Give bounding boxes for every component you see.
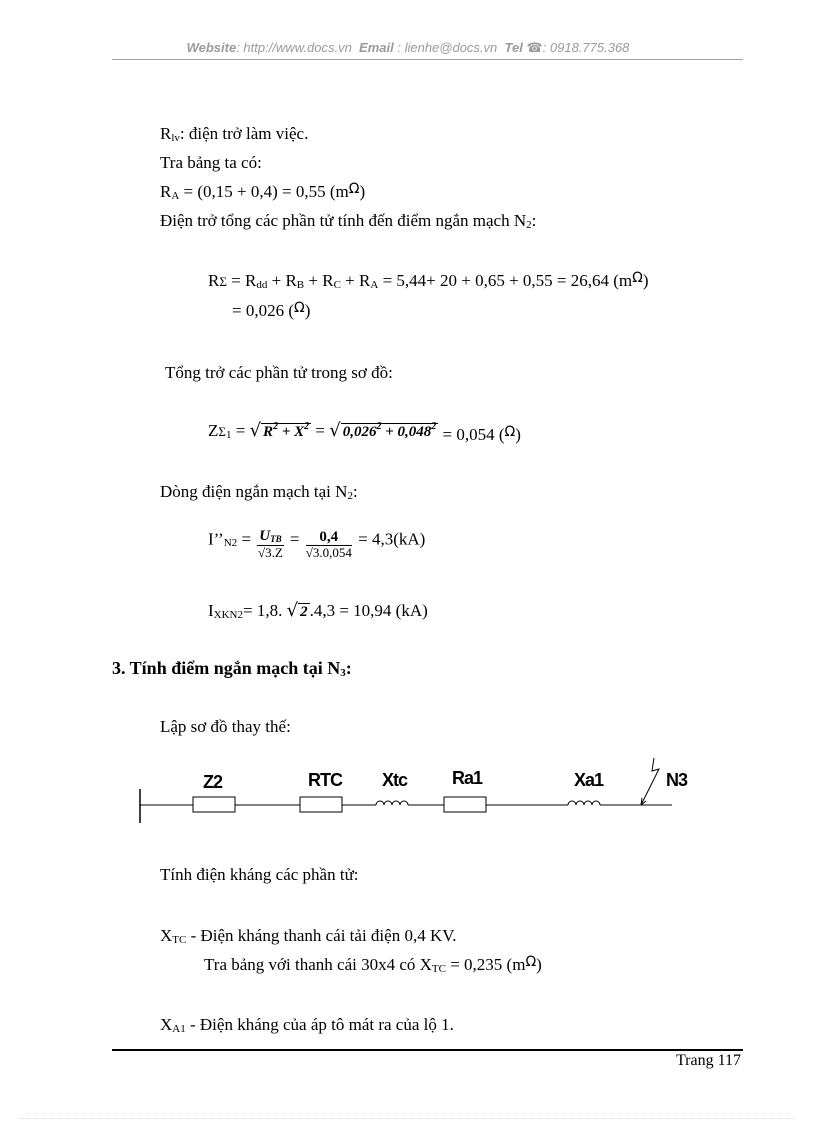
line-tra-bang: Tra bảng ta có:: [160, 153, 262, 172]
tel-label: Tel: [504, 40, 523, 55]
rtc-resistor: [300, 797, 342, 812]
fraction-1: $\frac{\text{UTB}}{√3.Z}$: [258, 528, 283, 560]
email-label: Email: [359, 40, 394, 55]
label-z2: Z2: [203, 772, 223, 792]
header-rule: [112, 59, 743, 60]
circuit-diagram: [130, 755, 710, 830]
ra1-resistor: [444, 797, 486, 812]
footer-rule: [112, 1049, 743, 1051]
label-xa1: Xa1: [574, 770, 604, 790]
page-header: [0, 40, 816, 56]
z2-resistor: [193, 797, 235, 812]
phone-icon: ☎: [526, 40, 543, 55]
line-ra: RA = (0,15 + 0,4) = 0,55 $(m^\Omega)$: [160, 181, 366, 202]
section-heading-3: 3. Tính điểm ngắn mạch tại N3:: [112, 658, 352, 679]
label-ra1: Ra1: [452, 768, 483, 788]
label-n3: N3: [666, 770, 688, 790]
xa1-inductor: [568, 801, 600, 805]
formula-i: I’’N2 = $\frac{\text{UTB}}{√3.Z}$ = $\frac{0,4}{√3.0,054}$ = 4,3(kA): [208, 528, 426, 560]
xtc-inductor: [376, 801, 408, 805]
line-dien-tro-tong: Điện trở tổng các phần tử tính đến điểm ngắn mạch N2:: [160, 211, 537, 231]
line-xtc-value: Tra bảng với thanh cái 30x4 có XTC = 0,235 $(m^\Omega)$: [204, 954, 542, 975]
formula-r-sum: RΣ = Rdd + RB + RC + RA = 5,44+ 20 + 0,65 + 0,55 = 26,64 $(m^\Omega)$: [208, 270, 649, 291]
website-value: : http://www.docs.vn: [236, 40, 352, 55]
formula-z: ZΣ1 = √ $R^2 + X^2$ = √ $0,026^2 + 0,048^2 = 0,054$ ($^\Omega$): [208, 420, 521, 444]
email-value: : lienhe@docs.vn: [397, 40, 498, 55]
tel-value: : 0918.775.368: [542, 40, 630, 55]
line-xa1: XA1 - Điện kháng của áp tô mát ra của lộ 1.: [160, 1015, 454, 1035]
label-rtc: RTC: [308, 770, 342, 790]
page-number: Trang 117: [675, 1052, 741, 1069]
line-tong-tro: Tổng trở các phần tử trong sơ đồ:: [165, 363, 393, 382]
page-bottom-dots: [20, 1118, 796, 1119]
label-xtc: Xtc: [382, 770, 408, 790]
line-rlv: Rlv: điện trở làm việc.: [160, 124, 309, 144]
line-dong-dien: Dòng điện ngắn mạch tại N2:: [160, 482, 358, 502]
line-lap-so-do: Lập sơ đồ thay thế:: [160, 717, 291, 736]
formula-ixkn: IXKN2= 1,8. √ 2 .4,3 = 10,94 (kA): [208, 600, 428, 621]
line-tinh-dien-khang: Tính điện kháng các phần tử:: [160, 865, 359, 884]
fault-lightning-icon: [641, 758, 659, 805]
formula-r-sum-2: = 0,026 ($^\Omega$): [232, 300, 311, 320]
fraction-2: $\frac{0,4}{√3.0,054}$: [305, 528, 352, 560]
website-label: Website: [186, 40, 237, 55]
line-xtc: XTC - Điện kháng thanh cái tải điện 0,4 KV.: [160, 926, 457, 946]
